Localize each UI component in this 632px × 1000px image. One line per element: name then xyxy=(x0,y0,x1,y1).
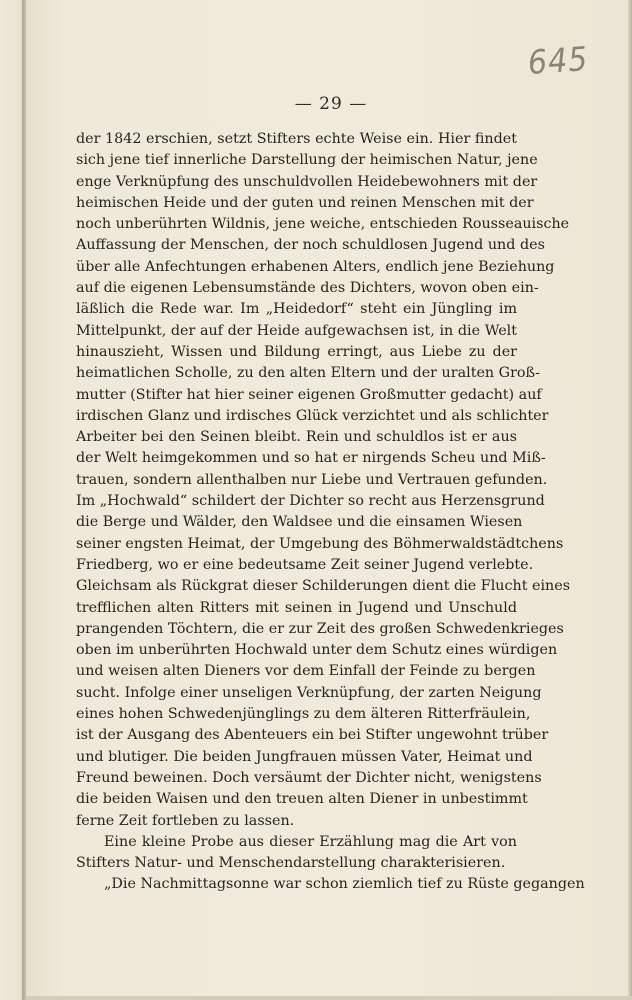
text-line: und blutiger. Die beiden Jungfrauen müssen Vater, Heimat und xyxy=(76,748,533,765)
text-line: Stifters Natur- und Menschendarstellung charakterisieren. xyxy=(76,855,506,872)
text-line: der 1842 erschien, setzt Stifters echte Weise ein. Hier findet xyxy=(76,131,517,147)
text-line: ferne Zeit fortleben zu lassen. xyxy=(76,812,295,829)
text-line: irdischen Glanz und irdisches Glück verzichtet und als schlichter xyxy=(76,407,549,424)
text-line: sucht. Infolge einer unseligen Verknüpfung, der zarten Neigung xyxy=(76,684,542,701)
text-line: trefflichen alten Ritters mit seinen in Jugend und Unschuld xyxy=(76,599,517,616)
text-line: hinauszieht, Wissen und Bildung erringt, aus Liebe zu der xyxy=(76,343,517,360)
text-line: läßlich die Rede war. Im „Heidedorf“ steht ein Jüngling im xyxy=(76,301,517,318)
page-number: — 29 — xyxy=(294,94,368,114)
text-line: Eine kleine Probe aus dieser Erzählung mag die Art von xyxy=(104,833,517,850)
text-line: Friedberg, wo er eine bedeutsame Zeit seiner Jugend verlebte. xyxy=(76,556,534,573)
text-line: und weisen alten Dieners vor dem Einfall der Feinde zu bergen xyxy=(76,663,536,680)
text-line: der Welt heimgekommen und so hat er nirgends Scheu und Miß- xyxy=(76,450,546,467)
page-bottom-edge xyxy=(26,996,632,1000)
text-line: Arbeiter bei den Seinen bleibt. Rein und schuldlos ist er aus xyxy=(76,429,517,446)
text-line: mutter (Stifter hat hier seiner eigenen Großmutter gedacht) auf xyxy=(76,386,542,403)
text-line: auf die eigenen Lebensumstände des Dichters, wovon oben ein- xyxy=(76,280,539,297)
page-right-edge xyxy=(628,0,632,1000)
text-line: Freund beweinen. Doch versäumt der Dichter nicht, wenigstens xyxy=(76,769,542,786)
text-line: über alle Anfechtungen erhabenen Alters, endlich jene Beziehung xyxy=(76,258,555,275)
text-line: enge Verknüpfung des unschuldvollen Heidebewohners mit der xyxy=(76,173,538,190)
text-line: sich jene tief innerliche Darstellung der heimischen Natur, jene xyxy=(76,152,538,169)
text-line: eines hohen Schwedenjünglings zu dem älteren Ritterfräulein, xyxy=(76,706,531,723)
text-line: oben im unberührten Hochwald unter dem Schutz eines würdigen xyxy=(76,642,558,659)
text-line: seiner engsten Heimat, der Umgebung des Böhmerwaldstädtchens xyxy=(76,535,564,552)
text-line: trauen, sondern allenthalben nur Liebe und Vertrauen gefunden. xyxy=(76,471,548,488)
text-line: die Berge und Wälder, den Waldsee und die einsamen Wiesen xyxy=(76,514,523,531)
text-line: heimatlichen Scholle, zu den alten Eltern und der uralten Groß- xyxy=(76,365,540,382)
body-text xyxy=(76,129,585,896)
text-line: heimischen Heide und der guten und reinen Menschen mit der xyxy=(76,194,534,211)
text-line: Auffassung der Menschen, der noch schuldlosen Jugend und des xyxy=(76,237,545,254)
text-line: „Die Nachmittagsonne war schon ziemlich tief zu Rüste gegangen xyxy=(104,876,585,893)
text-line: Gleichsam als Rückgrat dieser Schilderungen dient die Flucht eines xyxy=(76,578,571,595)
text-line: die beiden Waisen und den treuen alten Diener in unbestimmt xyxy=(76,791,528,808)
text-line: ist der Ausgang des Abenteuers ein bei Stifter ungewohnt trüber xyxy=(76,727,549,744)
text-line: Mittelpunkt, der auf der Heide aufgewachsen ist, in die Welt xyxy=(76,322,517,339)
handwritten-annotation: 645 xyxy=(526,40,590,83)
text-line: noch unberührten Wildnis, jene weiche, entschieden Rousseauische xyxy=(76,216,570,233)
text-line: Im „Hochwald“ schildert der Dichter so recht aus Herzensgrund xyxy=(76,493,545,510)
text-line: prangenden Töchtern, die er zur Zeit des großen Schwedenkrieges xyxy=(76,620,564,637)
